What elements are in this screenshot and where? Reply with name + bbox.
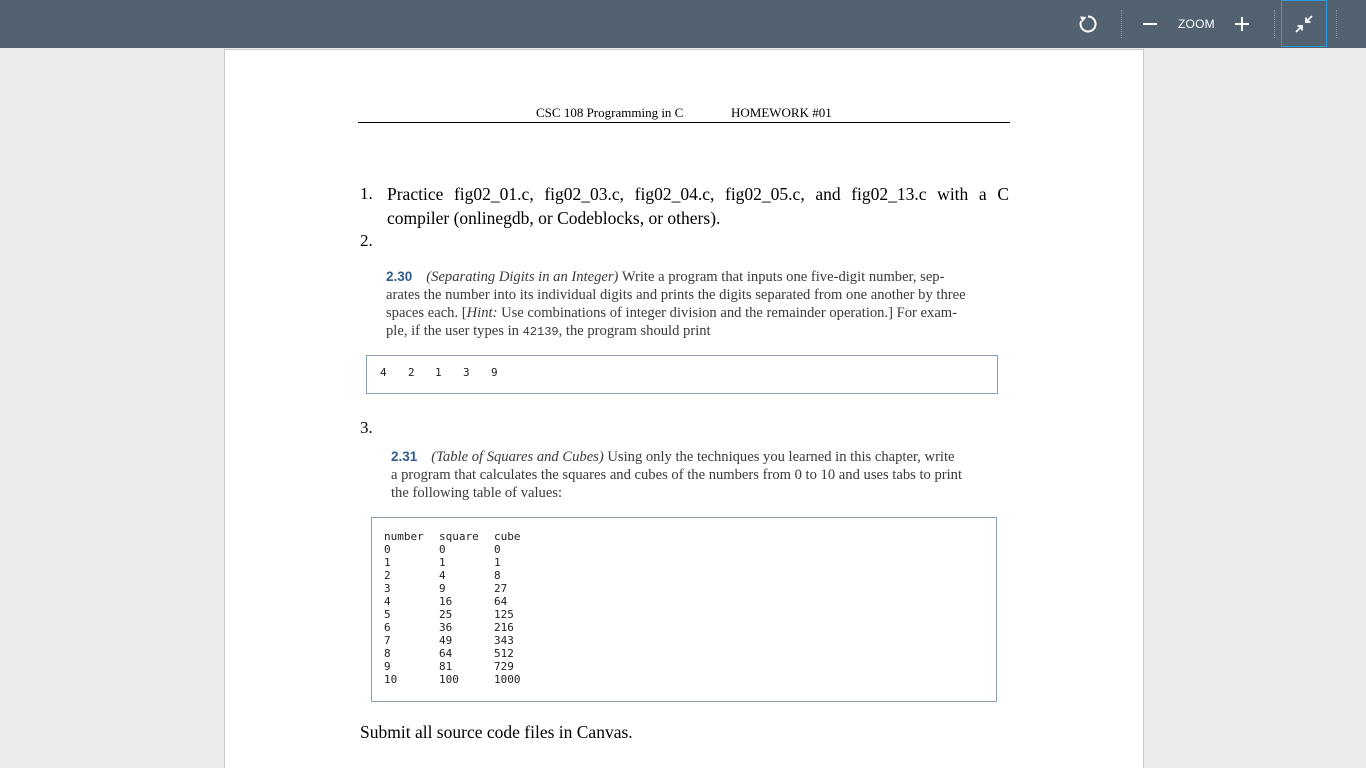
refresh-icon — [1077, 13, 1099, 35]
table-cell: 36 — [439, 621, 453, 634]
zoom-in-icon — [1234, 16, 1250, 32]
viewer-toolbar — [0, 0, 1366, 48]
exercise-text: a program that calculates the squares and cubes of the numbers from 0 to 10 and uses tabs to print — [391, 467, 963, 483]
table-cell: 9 — [439, 582, 446, 595]
exercise-text: spaces each. [ — [386, 305, 467, 321]
output-digit: 2 — [408, 366, 415, 379]
exercise-2-31 — [391, 448, 962, 502]
table-cell: 343 — [494, 634, 514, 647]
exercise-2-30 — [386, 268, 966, 341]
table-cell: 3 — [384, 582, 391, 595]
zoom-out-button[interactable] — [1138, 0, 1162, 48]
column-header: square — [439, 530, 479, 543]
digits-output-box — [366, 355, 998, 394]
exercise-number: 2.30 — [386, 269, 413, 284]
table-cell: 5 — [384, 608, 391, 621]
toolbar-separator — [1336, 10, 1337, 38]
item-number: 1. — [360, 184, 373, 203]
exercise-text: , the program should print — [558, 323, 711, 339]
exercise-line — [386, 304, 966, 322]
zoom-label: ZOOM — [1178, 17, 1215, 31]
exercise-number: 2.31 — [391, 449, 418, 464]
exit-fullscreen-icon — [1294, 14, 1314, 34]
exercise-text: Write a program that inputs one five-digit number, sep- — [621, 269, 945, 285]
exercise-line — [386, 322, 966, 341]
table-cell: 1 — [439, 556, 446, 569]
table-cell: 2 — [384, 569, 391, 582]
column-header: cube — [494, 530, 521, 543]
exercise-text: arates the number into its individual digits and prints the digits separated from one another by three — [386, 287, 966, 303]
table-cell: 49 — [439, 634, 453, 647]
item-text: Practice fig02_01.c, fig02_03.c, fig02_04.c, fig02_05.c, and fig02_13.c with a C compiler (onlinegdb, or Codeblocks, or others). — [387, 184, 1009, 228]
squares-table-box — [371, 517, 997, 702]
table-cell: 9 — [384, 660, 391, 673]
homework-title: HOMEWORK #01 — [731, 105, 832, 120]
zoom-in-button[interactable] — [1230, 0, 1254, 48]
exercise-text: the following table of values: — [391, 485, 563, 501]
table-cell: 8 — [494, 569, 501, 582]
output-digit: 3 — [463, 366, 470, 379]
table-cell: 8 — [384, 647, 391, 660]
output-digit: 9 — [491, 366, 498, 379]
zoom-out-icon — [1142, 16, 1158, 32]
table-cell: 16 — [439, 595, 453, 608]
table-cell: 0 — [494, 543, 501, 556]
table-cell: 81 — [439, 660, 453, 673]
table-cell: 0 — [384, 543, 391, 556]
exit-fullscreen-button[interactable] — [1281, 0, 1327, 47]
table-cell: 0 — [439, 543, 446, 556]
table-cell: 216 — [494, 621, 514, 634]
table-cell: 1 — [494, 556, 501, 569]
table-cell: 729 — [494, 660, 514, 673]
exercise-line — [386, 268, 966, 286]
table-cell: 125 — [494, 608, 514, 621]
example-input: 42139 — [522, 325, 559, 339]
table-cell: 6 — [384, 621, 391, 634]
toolbar-separator — [1274, 10, 1275, 38]
table-cell: 1000 — [494, 673, 521, 686]
table-cell: 25 — [439, 608, 453, 621]
table-cell: 512 — [494, 647, 514, 660]
table-cell: 4 — [384, 595, 391, 608]
document-page — [224, 49, 1144, 768]
toolbar-separator — [1121, 10, 1122, 38]
exercise-title: (Separating Digits in an Integer) — [426, 269, 619, 285]
exercise-text: ple, if the user types in — [386, 323, 523, 339]
table-cell: 4 — [439, 569, 446, 582]
table-cell: 27 — [494, 582, 508, 595]
table-cell: 100 — [439, 673, 459, 686]
submission-note: Submit all source code files in Canvas. — [360, 722, 633, 742]
output-digit: 4 — [380, 366, 387, 379]
exercise-text: Use combinations of integer division and the remainder operation.] For exam- — [497, 305, 958, 321]
table-cell: 10 — [384, 673, 398, 686]
rotate-button[interactable] — [1072, 0, 1104, 48]
table-cell: 64 — [494, 595, 508, 608]
column-header: number — [384, 530, 424, 543]
output-digit: 1 — [435, 366, 442, 379]
page-header — [358, 104, 1010, 123]
hint-label: Hint: — [466, 305, 498, 321]
table-cell: 7 — [384, 634, 391, 647]
exercise-line — [391, 448, 962, 466]
course-title: CSC 108 Programming in C — [536, 105, 684, 120]
table-cell: 1 — [384, 556, 391, 569]
table-cell: 64 — [439, 647, 453, 660]
exercise-title: (Table of Squares and Cubes) — [431, 449, 604, 465]
item-number: 3. — [360, 418, 373, 437]
item-number: 2. — [360, 231, 373, 250]
exercise-text: Using only the techniques you learned in this chapter, write — [607, 449, 955, 465]
